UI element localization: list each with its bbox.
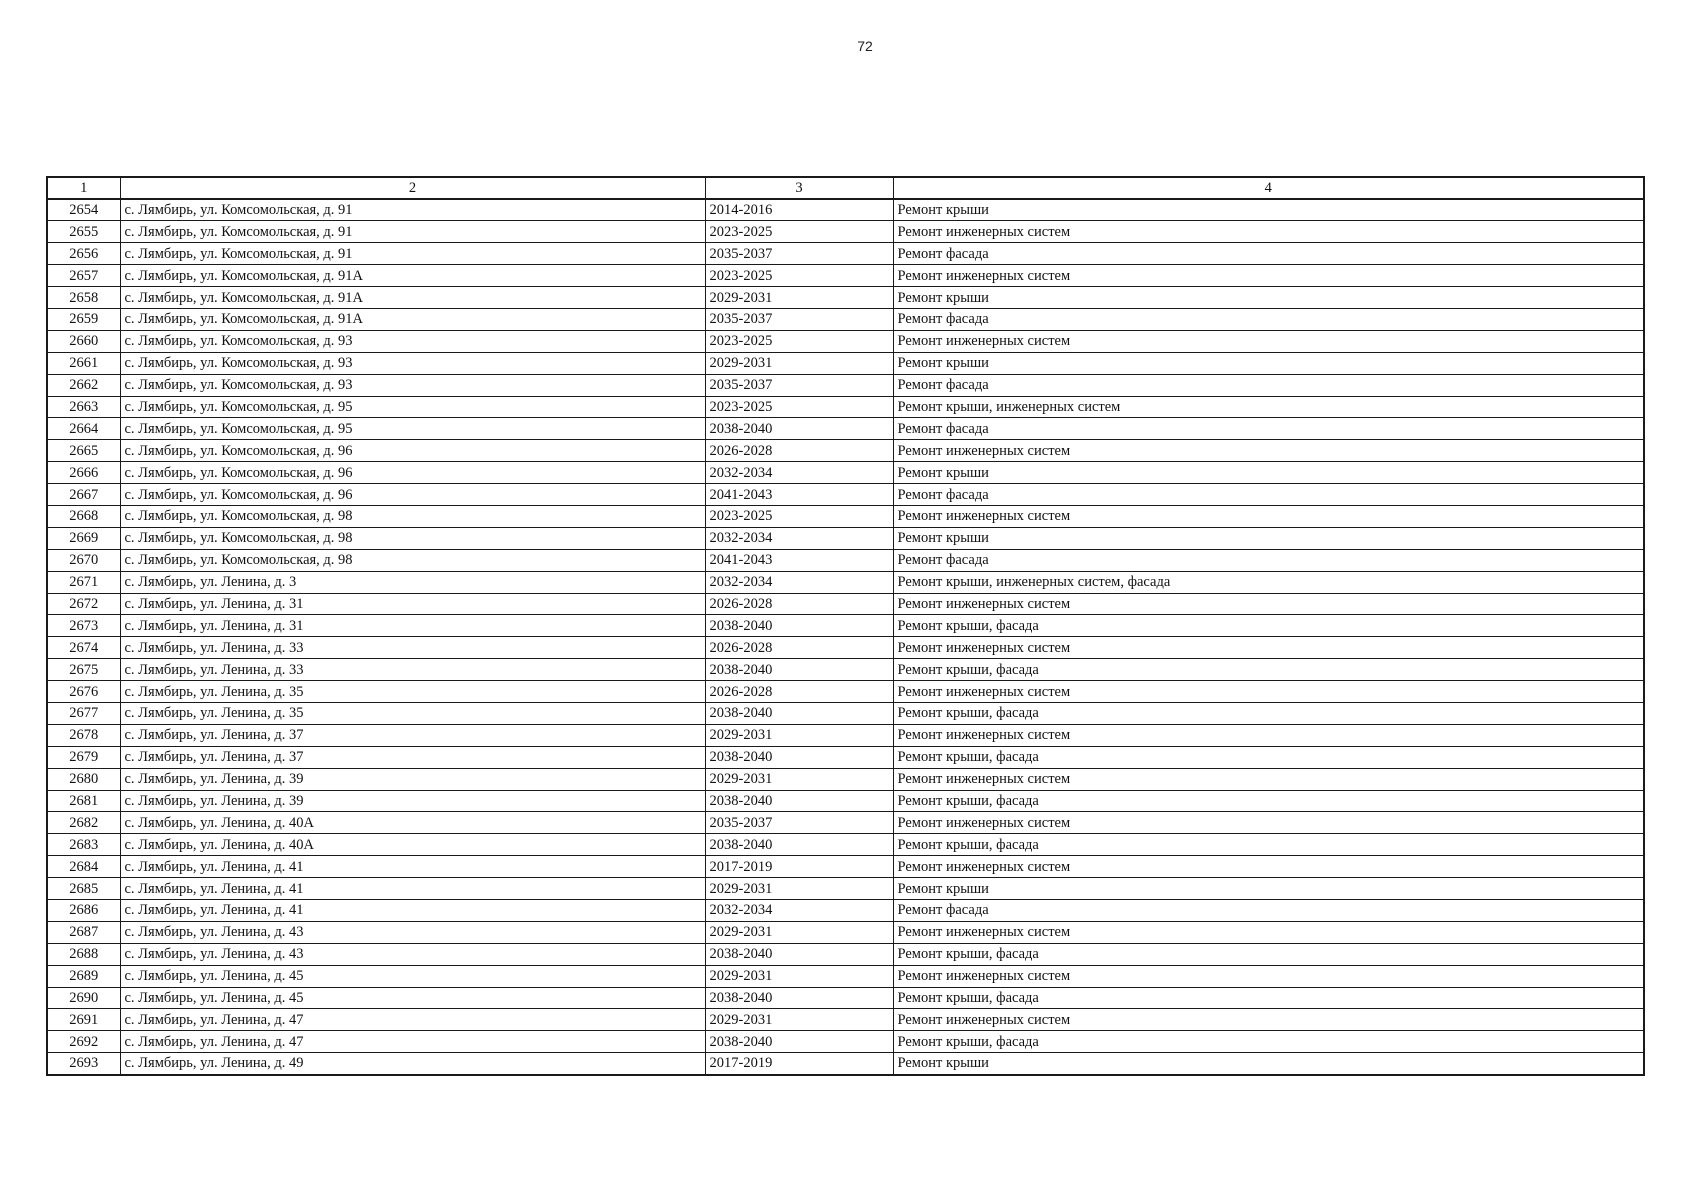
address-cell: с. Лямбирь, ул. Комсомольская, д. 96	[120, 462, 705, 484]
period-cell: 2032-2034	[705, 571, 893, 593]
table-row	[47, 878, 1644, 900]
work-type-cell: Ремонт инженерных систем	[893, 593, 1644, 615]
period-cell: 2038-2040	[705, 834, 893, 856]
address-cell: с. Лямбирь, ул. Ленина, д. 37	[120, 746, 705, 768]
work-type-cell: Ремонт инженерных систем	[893, 221, 1644, 243]
work-type-cell: Ремонт инженерных систем	[893, 505, 1644, 527]
address-cell: с. Лямбирь, ул. Комсомольская, д. 95	[120, 418, 705, 440]
address-cell: с. Лямбирь, ул. Комсомольская, д. 91	[120, 199, 705, 221]
address-cell: с. Лямбирь, ул. Ленина, д. 39	[120, 790, 705, 812]
table-row	[47, 746, 1644, 768]
work-type-cell: Ремонт инженерных систем	[893, 921, 1644, 943]
work-type-cell: Ремонт крыши, фасада	[893, 1031, 1644, 1053]
table-header-row	[47, 177, 1644, 199]
period-cell: 2032-2034	[705, 462, 893, 484]
table-body	[47, 177, 1644, 1075]
row-number-cell: 2661	[47, 352, 120, 374]
work-type-cell: Ремонт инженерных систем	[893, 856, 1644, 878]
address-cell: с. Лямбирь, ул. Комсомольская, д. 96	[120, 484, 705, 506]
work-type-cell: Ремонт крыши, фасада	[893, 702, 1644, 724]
period-cell: 2023-2025	[705, 221, 893, 243]
period-cell: 2029-2031	[705, 352, 893, 374]
period-cell: 2038-2040	[705, 659, 893, 681]
table-row	[47, 856, 1644, 878]
row-number-cell: 2666	[47, 462, 120, 484]
period-cell: 2032-2034	[705, 527, 893, 549]
work-type-cell: Ремонт крыши	[893, 527, 1644, 549]
work-type-cell: Ремонт инженерных систем	[893, 330, 1644, 352]
work-type-cell: Ремонт инженерных систем	[893, 965, 1644, 987]
address-cell: с. Лямбирь, ул. Ленина, д. 43	[120, 921, 705, 943]
work-type-cell: Ремонт крыши, фасада	[893, 834, 1644, 856]
row-number-cell: 2659	[47, 308, 120, 330]
period-cell: 2029-2031	[705, 921, 893, 943]
row-number-cell: 2691	[47, 1009, 120, 1031]
work-type-cell: Ремонт крыши	[893, 199, 1644, 221]
row-number-cell: 2668	[47, 505, 120, 527]
work-type-cell: Ремонт крыши, инженерных систем, фасада	[893, 571, 1644, 593]
row-number-cell: 2692	[47, 1031, 120, 1053]
row-number-cell: 2655	[47, 221, 120, 243]
address-cell: с. Лямбирь, ул. Ленина, д. 37	[120, 724, 705, 746]
period-cell: 2023-2025	[705, 330, 893, 352]
work-type-cell: Ремонт инженерных систем	[893, 724, 1644, 746]
period-cell: 2038-2040	[705, 615, 893, 637]
period-cell: 2017-2019	[705, 856, 893, 878]
work-type-cell: Ремонт инженерных систем	[893, 812, 1644, 834]
work-type-cell: Ремонт инженерных систем	[893, 637, 1644, 659]
row-number-cell: 2687	[47, 921, 120, 943]
address-cell: с. Лямбирь, ул. Комсомольская, д. 93	[120, 374, 705, 396]
table-row	[47, 374, 1644, 396]
period-cell: 2041-2043	[705, 484, 893, 506]
row-number-cell: 2669	[47, 527, 120, 549]
table-row	[47, 1053, 1644, 1075]
address-cell: с. Лямбирь, ул. Ленина, д. 41	[120, 856, 705, 878]
period-cell: 2029-2031	[705, 878, 893, 900]
row-number-cell: 2689	[47, 965, 120, 987]
period-cell: 2038-2040	[705, 1031, 893, 1053]
header-cell-1: 1	[47, 177, 120, 199]
period-cell: 2038-2040	[705, 943, 893, 965]
address-cell: с. Лямбирь, ул. Комсомольская, д. 93	[120, 352, 705, 374]
table-row	[47, 637, 1644, 659]
row-number-cell: 2665	[47, 440, 120, 462]
table-row	[47, 724, 1644, 746]
table-row	[47, 593, 1644, 615]
address-cell: с. Лямбирь, ул. Ленина, д. 43	[120, 943, 705, 965]
period-cell: 2014-2016	[705, 199, 893, 221]
row-number-cell: 2693	[47, 1053, 120, 1075]
work-type-cell: Ремонт крыши, фасада	[893, 615, 1644, 637]
period-cell: 2029-2031	[705, 287, 893, 309]
period-cell: 2035-2037	[705, 243, 893, 265]
row-number-cell: 2684	[47, 856, 120, 878]
address-cell: с. Лямбирь, ул. Ленина, д. 39	[120, 768, 705, 790]
address-cell: с. Лямбирь, ул. Ленина, д. 41	[120, 878, 705, 900]
table-row	[47, 681, 1644, 703]
row-number-cell: 2677	[47, 702, 120, 724]
address-cell: с. Лямбирь, ул. Ленина, д. 49	[120, 1053, 705, 1075]
work-type-cell: Ремонт фасада	[893, 243, 1644, 265]
address-cell: с. Лямбирь, ул. Комсомольская, д. 91А	[120, 308, 705, 330]
address-cell: с. Лямбирь, ул. Комсомольская, д. 91	[120, 221, 705, 243]
period-cell: 2026-2028	[705, 681, 893, 703]
period-cell: 2035-2037	[705, 308, 893, 330]
address-cell: с. Лямбирь, ул. Ленина, д. 45	[120, 987, 705, 1009]
table-row	[47, 965, 1644, 987]
address-cell: с. Лямбирь, ул. Ленина, д. 45	[120, 965, 705, 987]
period-cell: 2038-2040	[705, 418, 893, 440]
table-row	[47, 812, 1644, 834]
row-number-cell: 2654	[47, 199, 120, 221]
row-number-cell: 2672	[47, 593, 120, 615]
table-row	[47, 900, 1644, 922]
address-cell: с. Лямбирь, ул. Ленина, д. 33	[120, 659, 705, 681]
table-row	[47, 549, 1644, 571]
address-cell: с. Лямбирь, ул. Комсомольская, д. 98	[120, 527, 705, 549]
work-type-cell: Ремонт крыши, фасада	[893, 659, 1644, 681]
address-cell: с. Лямбирь, ул. Ленина, д. 31	[120, 593, 705, 615]
row-number-cell: 2682	[47, 812, 120, 834]
table-row	[47, 921, 1644, 943]
period-cell: 2023-2025	[705, 396, 893, 418]
period-cell: 2038-2040	[705, 987, 893, 1009]
row-number-cell: 2685	[47, 878, 120, 900]
address-cell: с. Лямбирь, ул. Комсомольская, д. 91А	[120, 287, 705, 309]
period-cell: 2026-2028	[705, 440, 893, 462]
work-type-cell: Ремонт инженерных систем	[893, 681, 1644, 703]
row-number-cell: 2662	[47, 374, 120, 396]
row-number-cell: 2678	[47, 724, 120, 746]
row-number-cell: 2663	[47, 396, 120, 418]
table-row	[47, 615, 1644, 637]
address-cell: с. Лямбирь, ул. Ленина, д. 40А	[120, 812, 705, 834]
address-cell: с. Лямбирь, ул. Ленина, д. 47	[120, 1009, 705, 1031]
address-cell: с. Лямбирь, ул. Комсомольская, д. 91	[120, 243, 705, 265]
period-cell: 2038-2040	[705, 790, 893, 812]
table-row	[47, 396, 1644, 418]
address-cell: с. Лямбирь, ул. Ленина, д. 33	[120, 637, 705, 659]
address-cell: с. Лямбирь, ул. Ленина, д. 41	[120, 900, 705, 922]
period-cell: 2038-2040	[705, 702, 893, 724]
row-number-cell: 2670	[47, 549, 120, 571]
row-number-cell: 2680	[47, 768, 120, 790]
table-row	[47, 834, 1644, 856]
work-type-cell: Ремонт инженерных систем	[893, 265, 1644, 287]
period-cell: 2023-2025	[705, 505, 893, 527]
row-number-cell: 2667	[47, 484, 120, 506]
table-row	[47, 352, 1644, 374]
period-cell: 2029-2031	[705, 724, 893, 746]
row-number-cell: 2656	[47, 243, 120, 265]
address-cell: с. Лямбирь, ул. Ленина, д. 35	[120, 702, 705, 724]
address-cell: с. Лямбирь, ул. Ленина, д. 35	[120, 681, 705, 703]
table-row	[47, 527, 1644, 549]
work-type-cell: Ремонт крыши	[893, 878, 1644, 900]
header-cell-4: 4	[893, 177, 1644, 199]
table-row	[47, 505, 1644, 527]
work-type-cell: Ремонт фасада	[893, 900, 1644, 922]
work-type-cell: Ремонт фасада	[893, 308, 1644, 330]
work-type-cell: Ремонт инженерных систем	[893, 1009, 1644, 1031]
table-row	[47, 484, 1644, 506]
period-cell: 2032-2034	[705, 900, 893, 922]
work-type-cell: Ремонт крыши	[893, 287, 1644, 309]
table-row	[47, 768, 1644, 790]
period-cell: 2035-2037	[705, 374, 893, 396]
table-row	[47, 659, 1644, 681]
row-number-cell: 2681	[47, 790, 120, 812]
period-cell: 2041-2043	[705, 549, 893, 571]
address-cell: с. Лямбирь, ул. Комсомольская, д. 93	[120, 330, 705, 352]
work-type-cell: Ремонт крыши, фасада	[893, 746, 1644, 768]
period-cell: 2026-2028	[705, 593, 893, 615]
work-type-cell: Ремонт фасада	[893, 549, 1644, 571]
row-number-cell: 2674	[47, 637, 120, 659]
work-type-cell: Ремонт крыши, фасада	[893, 790, 1644, 812]
header-cell-3: 3	[705, 177, 893, 199]
work-type-cell: Ремонт фасада	[893, 484, 1644, 506]
period-cell: 2029-2031	[705, 1009, 893, 1031]
address-cell: с. Лямбирь, ул. Ленина, д. 3	[120, 571, 705, 593]
period-cell: 2035-2037	[705, 812, 893, 834]
table-row	[47, 702, 1644, 724]
address-cell: с. Лямбирь, ул. Комсомольская, д. 95	[120, 396, 705, 418]
table-row	[47, 221, 1644, 243]
row-number-cell: 2660	[47, 330, 120, 352]
table-row	[47, 308, 1644, 330]
row-number-cell: 2686	[47, 900, 120, 922]
work-type-cell: Ремонт крыши, инженерных систем	[893, 396, 1644, 418]
row-number-cell: 2664	[47, 418, 120, 440]
work-type-cell: Ремонт фасада	[893, 418, 1644, 440]
table-row	[47, 330, 1644, 352]
address-cell: с. Лямбирь, ул. Комсомольская, д. 98	[120, 549, 705, 571]
row-number-cell: 2675	[47, 659, 120, 681]
row-number-cell: 2679	[47, 746, 120, 768]
period-cell: 2026-2028	[705, 637, 893, 659]
period-cell: 2029-2031	[705, 965, 893, 987]
address-cell: с. Лямбирь, ул. Комсомольская, д. 98	[120, 505, 705, 527]
table-row	[47, 265, 1644, 287]
row-number-cell: 2688	[47, 943, 120, 965]
table-row	[47, 1031, 1644, 1053]
work-type-cell: Ремонт инженерных систем	[893, 768, 1644, 790]
row-number-cell: 2671	[47, 571, 120, 593]
address-cell: с. Лямбирь, ул. Ленина, д. 47	[120, 1031, 705, 1053]
address-cell: с. Лямбирь, ул. Ленина, д. 40А	[120, 834, 705, 856]
work-type-cell: Ремонт крыши, фасада	[893, 987, 1644, 1009]
table-row	[47, 243, 1644, 265]
table-row	[47, 1009, 1644, 1031]
table-row	[47, 987, 1644, 1009]
period-cell: 2038-2040	[705, 746, 893, 768]
table-row	[47, 943, 1644, 965]
page-number: 72	[857, 38, 873, 54]
period-cell: 2017-2019	[705, 1053, 893, 1075]
work-type-cell: Ремонт крыши, фасада	[893, 943, 1644, 965]
work-type-cell: Ремонт крыши	[893, 462, 1644, 484]
header-cell-2: 2	[120, 177, 705, 199]
address-cell: с. Лямбирь, ул. Комсомольская, д. 91А	[120, 265, 705, 287]
table-row	[47, 418, 1644, 440]
address-cell: с. Лямбирь, ул. Комсомольская, д. 96	[120, 440, 705, 462]
table-row	[47, 571, 1644, 593]
period-cell: 2023-2025	[705, 265, 893, 287]
repair-schedule-table	[46, 176, 1645, 1076]
table-row	[47, 462, 1644, 484]
address-cell: с. Лямбирь, ул. Ленина, д. 31	[120, 615, 705, 637]
table-row	[47, 287, 1644, 309]
work-type-cell: Ремонт фасада	[893, 374, 1644, 396]
row-number-cell: 2658	[47, 287, 120, 309]
period-cell: 2029-2031	[705, 768, 893, 790]
table-row	[47, 440, 1644, 462]
row-number-cell: 2690	[47, 987, 120, 1009]
row-number-cell: 2673	[47, 615, 120, 637]
work-type-cell: Ремонт инженерных систем	[893, 440, 1644, 462]
work-type-cell: Ремонт крыши	[893, 352, 1644, 374]
table-row	[47, 790, 1644, 812]
table-row	[47, 199, 1644, 221]
row-number-cell: 2683	[47, 834, 120, 856]
row-number-cell: 2676	[47, 681, 120, 703]
row-number-cell: 2657	[47, 265, 120, 287]
work-type-cell: Ремонт крыши	[893, 1053, 1644, 1075]
